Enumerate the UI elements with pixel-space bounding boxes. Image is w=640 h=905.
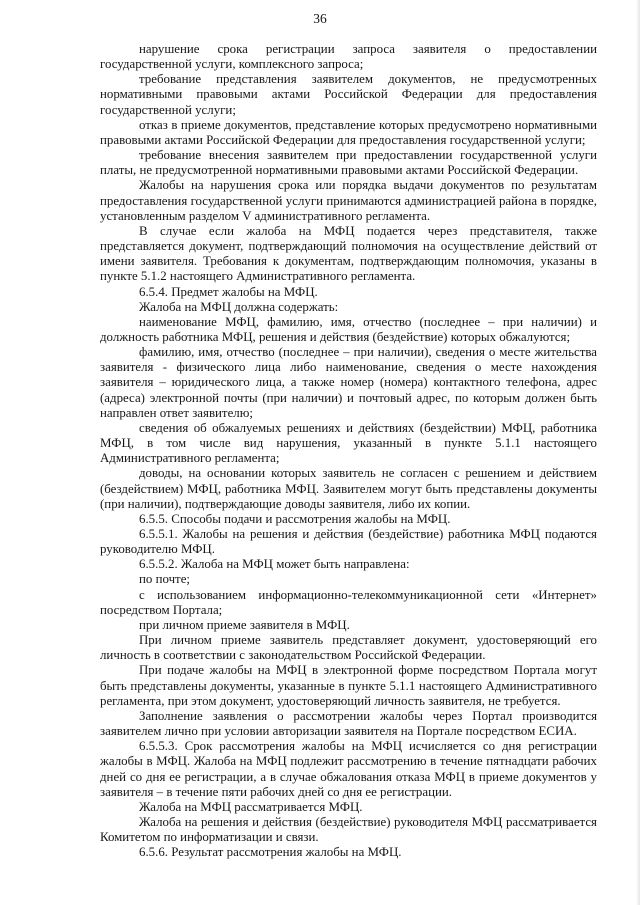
- paragraph: 6.5.5.3. Срок рассмотрения жалобы на МФЦ исчисляется со дня регистрации жалобы в МФЦ. Жалоба на МФЦ подлежит рассмотрению в течение пятнадцати рабочих дней со дня ее регистрации, а в случае обжалования отказа МФЦ в приеме документов у заявителя – в течение пяти рабочих дней со дня ее регистрации.: [100, 739, 597, 799]
- paragraph: Жалобы на нарушения срока или порядка выдачи документов по результатам предоставления государственной услуги принимаются администрацией района в порядке, установленным разделом V административного регламента.: [100, 178, 597, 223]
- paragraph: наименование МФЦ, фамилию, имя, отчество (последнее – при наличии) и должность работника МФЦ, решения и действия (бездействие) которых обжалуются;: [100, 314, 597, 344]
- section-heading: 6.5.6. Результат рассмотрения жалобы на МФЦ.: [139, 845, 402, 860]
- paragraph: с использованием информационно-телекоммуникационной сети «Интернет» посредством Портала;: [100, 587, 597, 617]
- document-body: [100, 42, 597, 860]
- paragraph: отказ в приеме документов, представление которых предусмотрено нормативными правовыми актами Российской Федерации для предоставления государственной услуги;: [100, 117, 597, 147]
- paragraph: Жалоба на МФЦ рассматривается МФЦ.: [139, 799, 363, 814]
- paragraph: по почте;: [139, 572, 190, 587]
- paragraph: В случае если жалоба на МФЦ подается через представителя, также представляется документ, подтверждающий полномочия на осуществление действий от имени заявителя. Требования к документам, подтверждающим полномочия, указаны в пункте 5.1.2 настоящего Административного регламента.: [100, 223, 597, 284]
- paragraph: 6.5.5.1. Жалобы на решения и действия (бездействие) работника МФЦ подаются руководителю МФЦ.: [100, 527, 597, 557]
- paragraph: Заполнение заявления о рассмотрении жалобы через Портал производится заявителем лично при условии авторизации заявителя на Портале посредством ЕСИА.: [100, 708, 597, 739]
- paragraph: При подаче жалобы на МФЦ в электронной форме посредством Портала могут быть представлены документы, указанные в пункте 5.1.1 настоящего Административного регламента, при этом документ, удостоверяющий личность заявителя, не требуется.: [100, 663, 597, 708]
- paragraph: требование представления заявителем документов, не предусмотренных нормативными правовыми актами Российской Федерации для предоставления государственной услуги;: [100, 72, 597, 117]
- section-heading: 6.5.5. Способы подачи и рассмотрения жалобы на МФЦ.: [139, 511, 451, 526]
- page-number: 36: [313, 11, 327, 26]
- paragraph: Жалоба на МФЦ должна содержать:: [139, 299, 339, 314]
- paragraph: нарушение срока регистрации запроса заявителя о предоставлении государственной услуги, комплексного запроса;: [100, 42, 597, 72]
- section-heading: 6.5.4. Предмет жалобы на МФЦ.: [139, 284, 318, 299]
- paragraph: при личном приеме заявителя в МФЦ.: [139, 617, 350, 632]
- paragraph: 6.5.5.2. Жалоба на МФЦ может быть направлена:: [139, 557, 410, 572]
- paragraph: При личном приеме заявитель представляет документ, удостоверяющий его личность в соответствии с законодательством Российской Федерации.: [100, 633, 597, 663]
- paragraph: фамилию, имя, отчество (последнее – при наличии), сведения о месте жительства заявителя - физического лица либо наименование, сведения о месте нахождения заявителя – юридического лица, а также номер (номера) контактного телефона, адрес (адреса) электронной почты (при наличии) и почтовый адрес, по которым должен быть направлен ответ заявителю;: [100, 345, 597, 420]
- paragraph: Жалоба на решения и действия (бездействие) руководителя МФЦ рассматривается Комитетом по информатизации и связи.: [100, 814, 597, 845]
- paragraph: сведения об обжалуемых решениях и действиях (бездействии) МФЦ, работника МФЦ, в том числе вид нарушения, указанный в пункте 5.1.1 настоящего Административного регламента;: [100, 420, 597, 466]
- paragraph: доводы, на основании которых заявитель не согласен с решением и действием (бездействием) МФЦ, работника МФЦ. Заявителем могут быть представлены документы (при наличии), подтверждающие доводы заявителя, либо их копии.: [100, 466, 597, 511]
- scan-edge: [636, 0, 640, 905]
- paragraph: требование внесения заявителем при предоставлении государственной услуги платы, не предусмотренной нормативными правовыми актами Российской Федерации.: [100, 148, 597, 178]
